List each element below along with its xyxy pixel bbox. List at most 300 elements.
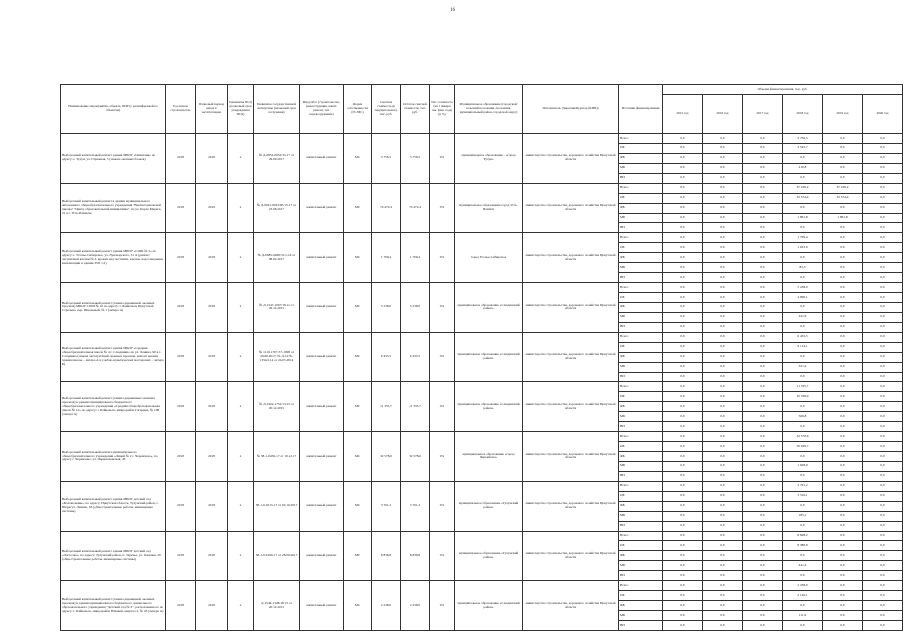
header-executor: Исполнитель (Заказчик/Куратор (КИП)) [523,85,619,134]
funding-value: 0,0 [703,611,743,621]
ownership: МС [344,283,372,333]
funding-source: ВИ [619,223,663,233]
funding-value: 0,0 [663,302,703,312]
funding-value: 0,0 [743,601,783,611]
work-type: капитальный ремонт [300,581,344,631]
funding-source: МБ [619,412,663,422]
funding-source: ОБ [619,243,663,253]
funding-value: 6 435,5 [783,332,823,342]
funding-value: 0,0 [703,283,743,293]
funding-value: 0,0 [663,253,703,263]
funding-value: 0,0 [743,163,783,173]
funding-value: 35 374,4 [783,193,823,203]
funding-value: 0,0 [823,432,863,442]
funding-value: 3 545,7 [783,143,823,153]
municipality: муниципальное образование «город Черемхово» [455,432,523,482]
object-name: Выборочный капитальный ремонт в здании муниципального автономного общеобразовательного учреждения "Высшегорновской школы" "Центр образовательной инициативы", по ул. Карла Маркса, 21 в г. Усть-Илимске [61,183,166,233]
funding-value: 0,0 [663,541,703,551]
funding-value: 0,0 [743,293,783,303]
funding-value: 0,0 [663,402,703,412]
funding-value: 35 374,4 [823,193,863,203]
funding-value: 0,0 [663,183,703,193]
funding-value: 0,0 [743,283,783,293]
funding-source: ОБ [619,143,663,153]
readiness: 0% [430,432,455,482]
start-year: 2018 [166,183,196,233]
psd-details: х [228,233,254,283]
funding-value: 210,8 [783,163,823,173]
funding-value: 0,0 [743,511,783,521]
funding-value: 0,0 [743,273,783,283]
funding-value: 0,0 [783,372,823,382]
funding-value: 0,0 [663,382,703,392]
funding-value: 3 756,5 [783,134,823,144]
executor: министерство строительства, дорожного хозяйства Иркутской области [523,481,619,531]
funding-value: 0,0 [863,481,903,491]
funding-value: 0,0 [663,601,703,611]
funding-value: 0,0 [863,293,903,303]
municipality: муниципальное образование - «город Тулун» [455,134,523,184]
funding-value: 0,0 [863,601,903,611]
funding-source: МБ [619,213,663,223]
funding-value: 0,0 [703,223,743,233]
funding-source: ОБ [619,342,663,352]
funding-source: ФБ [619,253,663,263]
funding-value: 0,0 [863,263,903,273]
table-row [61,283,903,293]
executor: министерство строительства, дорожного хозяйства Иркутской области [523,432,619,482]
funding-value: 0,0 [823,312,863,322]
start-year: 2018 [166,382,196,432]
funding-value: 0,0 [743,263,783,273]
table-row [61,432,903,442]
funding-source: ФБ [619,601,663,611]
estimate-cost: 32 578,6 [372,432,401,482]
funding-value: 1 861,8 [783,213,823,223]
funding-value: 0,0 [663,491,703,501]
remaining-cost: 3 756,5 [401,134,430,184]
funding-value: 0,0 [783,620,823,630]
funding-value: 0,0 [783,223,823,233]
funding-value: 0,0 [743,342,783,352]
start-year: 2018 [166,233,196,283]
funding-value: 0,0 [703,233,743,243]
work-type: капитальный ремонт [300,382,344,432]
funding-value: 0,0 [823,511,863,521]
funding-value: 0,0 [823,263,863,273]
funding-value: 0,0 [863,432,903,442]
funding-value: 0,0 [783,422,823,432]
funding-value: 10 768,9 [783,392,823,402]
funding-source: ФБ [619,302,663,312]
funding-value: 0,0 [823,322,863,332]
work-type: капитальный ремонт [300,283,344,333]
funding-value: 321,4 [783,362,823,372]
funding-value: 0,0 [663,620,703,630]
funding-value: 0,0 [703,302,743,312]
table-row [61,183,903,193]
funding-value: 0,0 [743,531,783,541]
funding-source: МБ [619,461,663,471]
funding-value: 0,0 [703,511,743,521]
readiness: 0% [430,283,455,333]
work-type: капитальный ремонт [300,332,344,382]
funding-value: 0,0 [703,293,743,303]
header-year: 2016 год [703,95,743,134]
executor: министерство строительства, дорожного хозяйства Иркутской области [523,382,619,432]
readiness: 0% [430,481,455,531]
funding-value: 0,0 [823,620,863,630]
funding-value: 0,0 [663,263,703,273]
funding-value: 0,0 [703,382,743,392]
psd-details: х [228,581,254,631]
funding-value: 0,0 [863,571,903,581]
funding-value: 241,9 [783,312,823,322]
funding-value: 0,0 [703,402,743,412]
funding-value: 3 701,2 [783,481,823,491]
funding-value: 0,0 [823,581,863,591]
funding-value: 0,0 [863,352,903,362]
funding-value: 0,0 [863,561,903,571]
work-type: капитальный ремонт [300,432,344,482]
funding-value: 0,0 [823,332,863,342]
object-name: Выборочный капитальный ремонт (замена деревянной оконных проемов) МБОУ СОШ № 10 по адресу: г. Байкальск Иркутской Стрельна, пер. Школьный, № 1 (литера А) [61,283,166,333]
funding-value: 85,5 [783,263,823,273]
funding-value: 0,0 [863,243,903,253]
funding-value: 0,0 [823,601,863,611]
funding-source: ВИ [619,322,663,332]
funding-value: 0,0 [703,263,743,273]
funding-value: 0,0 [663,213,703,223]
funding-source: ВИ [619,571,663,581]
funding-value: 0,0 [703,442,743,452]
funding-value: 0,0 [783,551,823,561]
object-name: Выборочный капитальный ремонт здания МБОУ детский сад «Ласточка», по адресу: Тулунский район, п. Заречье, ул. Озерная, 20 (общестроительные работы, инженерные системы) [61,531,166,581]
header-commission: Плановый период ввода в эксплуатацию [196,85,228,134]
funding-value: 0,0 [743,173,783,183]
executor: министерство строительства, дорожного хозяйства Иркутской области [523,531,619,581]
funding-value: 0,0 [703,571,743,581]
funding-value: 0,0 [823,461,863,471]
funding-source: ФБ [619,551,663,561]
municipality: муниципальное образование «Слюдянский район» [455,283,523,333]
funding-value: 0,0 [823,283,863,293]
funding-value: 0,0 [703,352,743,362]
funding-source: ОБ [619,193,663,203]
funding-value: 0,0 [663,511,703,521]
funding-value: 3 516,1 [783,491,823,501]
funding-value: 0,0 [703,143,743,153]
object-name: Выборочный капитальный ремонт (замена деревянных оконных проемов) в здании муниципального бюджетного общеобразовательного учреждения «Средняя общеобразовательная школа № 12» по адресу: г. Байкальск, микрорайон Гагарина, № 198 (литера А) [61,382,166,432]
funding-value: 0,0 [863,253,903,263]
estimate-cost: 2 238,0 [372,581,401,631]
funding-source: ОБ [619,491,663,501]
funding-value: 0,0 [863,521,903,531]
funding-value: 0,0 [743,302,783,312]
funding-value: 0,0 [703,501,743,511]
commission-year: 2018 [196,581,228,631]
funding-value: 0,0 [823,382,863,392]
funding-value: 0,0 [743,223,783,233]
funding-value: 0,0 [663,332,703,342]
funding-source: Всего [619,233,663,243]
header-year: 2018 год [783,95,823,134]
funding-value: 0,0 [863,233,903,243]
funding-source: ОБ [619,392,663,402]
ownership: МС [344,531,372,581]
table-row [61,332,903,342]
funding-value: 0,0 [663,442,703,452]
funding-source: МБ [619,362,663,372]
funding-value: 0,0 [663,273,703,283]
funding-value: 0,0 [863,223,903,233]
funding-source: ОБ [619,591,663,601]
funding-value: 0,0 [823,591,863,601]
funding-value: 2 238,0 [783,581,823,591]
funding-source: Всего [619,183,663,193]
funding-value: 0,0 [703,362,743,372]
remaining-cost: 8 836,8 [401,531,430,581]
funding-value: 0,0 [783,203,823,213]
funding-source: ФБ [619,153,663,163]
expertise-details: № Д-0852-0052/33-17 от 29.09.2017 [254,134,300,184]
funding-value: 0,0 [783,452,823,462]
funding-value: 0,0 [663,571,703,581]
funding-value: 0,0 [743,362,783,372]
funding-value: 0,0 [663,143,703,153]
funding-value: 0,0 [663,223,703,233]
start-year: 2018 [166,531,196,581]
funding-source: ВИ [619,372,663,382]
funding-source: ОБ [619,293,663,303]
funding-value: 0,0 [743,382,783,392]
header-year: 2019 год [823,95,863,134]
expertise-details: № 38-1-0459-17 от 19.12.17 [254,432,300,482]
funding-value: 0,0 [863,382,903,392]
funding-value: 0,0 [663,193,703,203]
readiness: 0% [430,581,455,631]
funding-value: 0,0 [863,591,903,601]
commission-year: 2019 [196,183,228,233]
funding-source: ФБ [619,402,663,412]
funding-value: 0,0 [663,243,703,253]
funding-value: 0,0 [823,501,863,511]
funding-value: 0,0 [663,163,703,173]
funding-value: 0,0 [743,442,783,452]
funding-value: 0,0 [863,491,903,501]
funding-value: 0,0 [823,611,863,621]
funding-value: 0,0 [703,601,743,611]
funding-value: 0,0 [743,193,783,203]
funding-value: 0,0 [703,481,743,491]
funding-value: 0,0 [783,501,823,511]
page-number: 16 [450,8,455,13]
funding-value: 0,0 [743,352,783,362]
funding-value: 0,0 [783,153,823,163]
funding-value: 0,0 [743,471,783,481]
readiness: 0% [430,183,455,233]
funding-value: 0,0 [663,611,703,621]
funding-value: 0,0 [823,481,863,491]
municipality: муниципальное образование «Тулунский район» [455,481,523,531]
funding-value: 0,0 [663,452,703,462]
funding-value: 0,0 [783,571,823,581]
expertise-details: № Д-1547-1067/18.11 от 20.12.2015 [254,283,300,333]
readiness: 0% [430,332,455,382]
table-row [61,134,903,144]
header-municipality: Муниципальное образование (городской/сельский поселения, поселения, муниципальный район, городской округ) [455,85,523,134]
funding-source: ВИ [619,173,663,183]
funding-value: 0,0 [703,173,743,183]
object-name: Выборочный капитальный ремонт здания МБОУ детский сад «Колокольчик», по адресу: Иркутская область, Тулунский район, с. Шерагул, Ленина, 63 (общестроительные работы, инженерные системы) [61,481,166,531]
expertise-details: 38-1-6-0215-17 от 02.10.2017 [254,481,300,531]
funding-value: 0,0 [743,491,783,501]
funding-source: МБ [619,312,663,322]
psd-details: х [228,382,254,432]
funding-value: 0,0 [823,293,863,303]
funding-value: 0,0 [863,541,903,551]
funding-value: 0,0 [783,471,823,481]
estimate-cost: 5 238,0 [372,283,401,333]
header-readiness: Тех. готовность (на 1 января тек. фин. года) (в %) [430,85,455,134]
ownership: МС [344,134,372,184]
funding-value: 0,0 [663,372,703,382]
header-expertise: Реквизиты государственной экспертизы (плановый срок получения) [254,85,300,134]
funding-value: 0,0 [703,273,743,283]
object-name: Выборочный капитальный ремонт здания МБОУ «Средняя общеобразовательная школа № 4 г. Слюдянки» по ул. Ленина, 90 в г. Слюдянка (замена эксплуатаций оконных проемов, ремонт кровли здания школы – литера А и учебно-практических мастерских – литера Б) [61,332,166,382]
table-body [61,134,903,631]
start-year: 2018 [166,332,196,382]
funding-value: 0,0 [743,332,783,342]
funding-value: 0,0 [663,134,703,144]
funding-value: 0,0 [863,143,903,153]
header-remaining: Остаток сметной стоимости, тыс. руб. [401,85,430,134]
work-type: капитальный ремонт [300,481,344,531]
municipality: муниципальное образование «Слюдянский район» [455,581,523,631]
commission-year: 2018 [196,332,228,382]
funding-value: 0,0 [743,402,783,412]
funding-value: 0,0 [743,541,783,551]
funding-value: 0,0 [863,362,903,372]
funding-source: Всего [619,581,663,591]
funding-value: 0,0 [783,322,823,332]
psd-details: х [228,332,254,382]
funding-value: 185,1 [783,511,823,521]
ownership: МС [344,432,372,482]
funding-value: 0,0 [703,134,743,144]
funding-source: ОБ [619,541,663,551]
funding-value: 0,0 [743,481,783,491]
funding-source: МБ [619,561,663,571]
funding-value: 0,0 [743,611,783,621]
funding-value: 0,0 [703,581,743,591]
remaining-cost: 74 472,4 [401,183,430,233]
funding-value: 0,0 [863,442,903,452]
funding-value: 0,0 [863,461,903,471]
funding-value: 0,0 [823,422,863,432]
funding-value: 0,0 [743,412,783,422]
funding-source: МБ [619,511,663,521]
funding-value: 0,0 [743,322,783,332]
funding-value: 0,0 [823,531,863,541]
funding-value: 0,0 [743,183,783,193]
funding-value: 0,0 [663,173,703,183]
header-psd: Реквизиты ПСД (плановый срок утверждения ПСД) [228,85,254,134]
funding-value: 0,0 [663,551,703,561]
funding-value: 0,0 [743,571,783,581]
header-year: 2015 год [663,95,703,134]
header-year: 2017 год [743,95,783,134]
funding-value: 0,0 [823,392,863,402]
psd-details: х [228,183,254,233]
funding-value: 0,0 [783,253,823,263]
ownership: МС [344,481,372,531]
funding-value: 0,0 [823,452,863,462]
funding-value: 0,0 [663,422,703,432]
funding-value: 0,0 [863,501,903,511]
estimate-cost: 8 836,8 [372,531,401,581]
funding-value: 0,0 [703,213,743,223]
funding-value: 0,0 [863,173,903,183]
funding-value: 0,0 [743,581,783,591]
work-type: капитальный ремонт [300,134,344,184]
funding-value: 0,0 [823,551,863,561]
funding-value: 0,0 [663,412,703,422]
funding-value: 0,0 [703,541,743,551]
funding-value: 37 236,2 [783,183,823,193]
funding-value: 0,0 [743,143,783,153]
remaining-cost: 2 238,0 [401,581,430,631]
funding-value: 0,0 [663,322,703,332]
funding-value: 0,0 [783,601,823,611]
funding-value: 0,0 [703,253,743,263]
funding-value: 0,0 [743,620,783,630]
funding-source: ФБ [619,352,663,362]
funding-value: 0,0 [823,233,863,243]
psd-details: х [228,481,254,531]
funding-value: 0,0 [703,521,743,531]
funding-value: 0,0 [703,561,743,571]
funding-value: 0,0 [663,283,703,293]
funding-value: 0,0 [743,422,783,432]
funding-value: 0,0 [863,471,903,481]
funding-value: 5 238,0 [783,283,823,293]
funding-value: 8 386,8 [783,541,823,551]
funding-value: 0,0 [703,193,743,203]
executor: министерство строительства, дорожного хозяйства Иркутской области [523,332,619,382]
funding-value: 0,0 [823,243,863,253]
funding-source: Всего [619,283,663,293]
funding-value: 0,0 [823,491,863,501]
funding-source: ВИ [619,471,663,481]
funding-value: 0,0 [703,591,743,601]
funding-value: 0,0 [703,332,743,342]
funding-source: ВИ [619,422,663,432]
funding-value: 2 126,1 [783,591,823,601]
funding-value: 0,0 [743,203,783,213]
funding-value: 0,0 [823,412,863,422]
executor: министерство строительства, дорожного хозяйства Иркутской области [523,183,619,233]
remaining-cost: 6 435,5 [401,332,430,382]
funding-value: 0,0 [783,402,823,412]
expertise-details: № Д-0685-0468/31/1-16 от 08.02.2017 [254,233,300,283]
funding-value: 0,0 [863,412,903,422]
funding-value: 0,0 [823,352,863,362]
funding-source: Всего [619,481,663,491]
funding-value: 0,0 [783,352,823,362]
remaining-cost: 32 578,6 [401,432,430,482]
funding-source: Всего [619,134,663,144]
